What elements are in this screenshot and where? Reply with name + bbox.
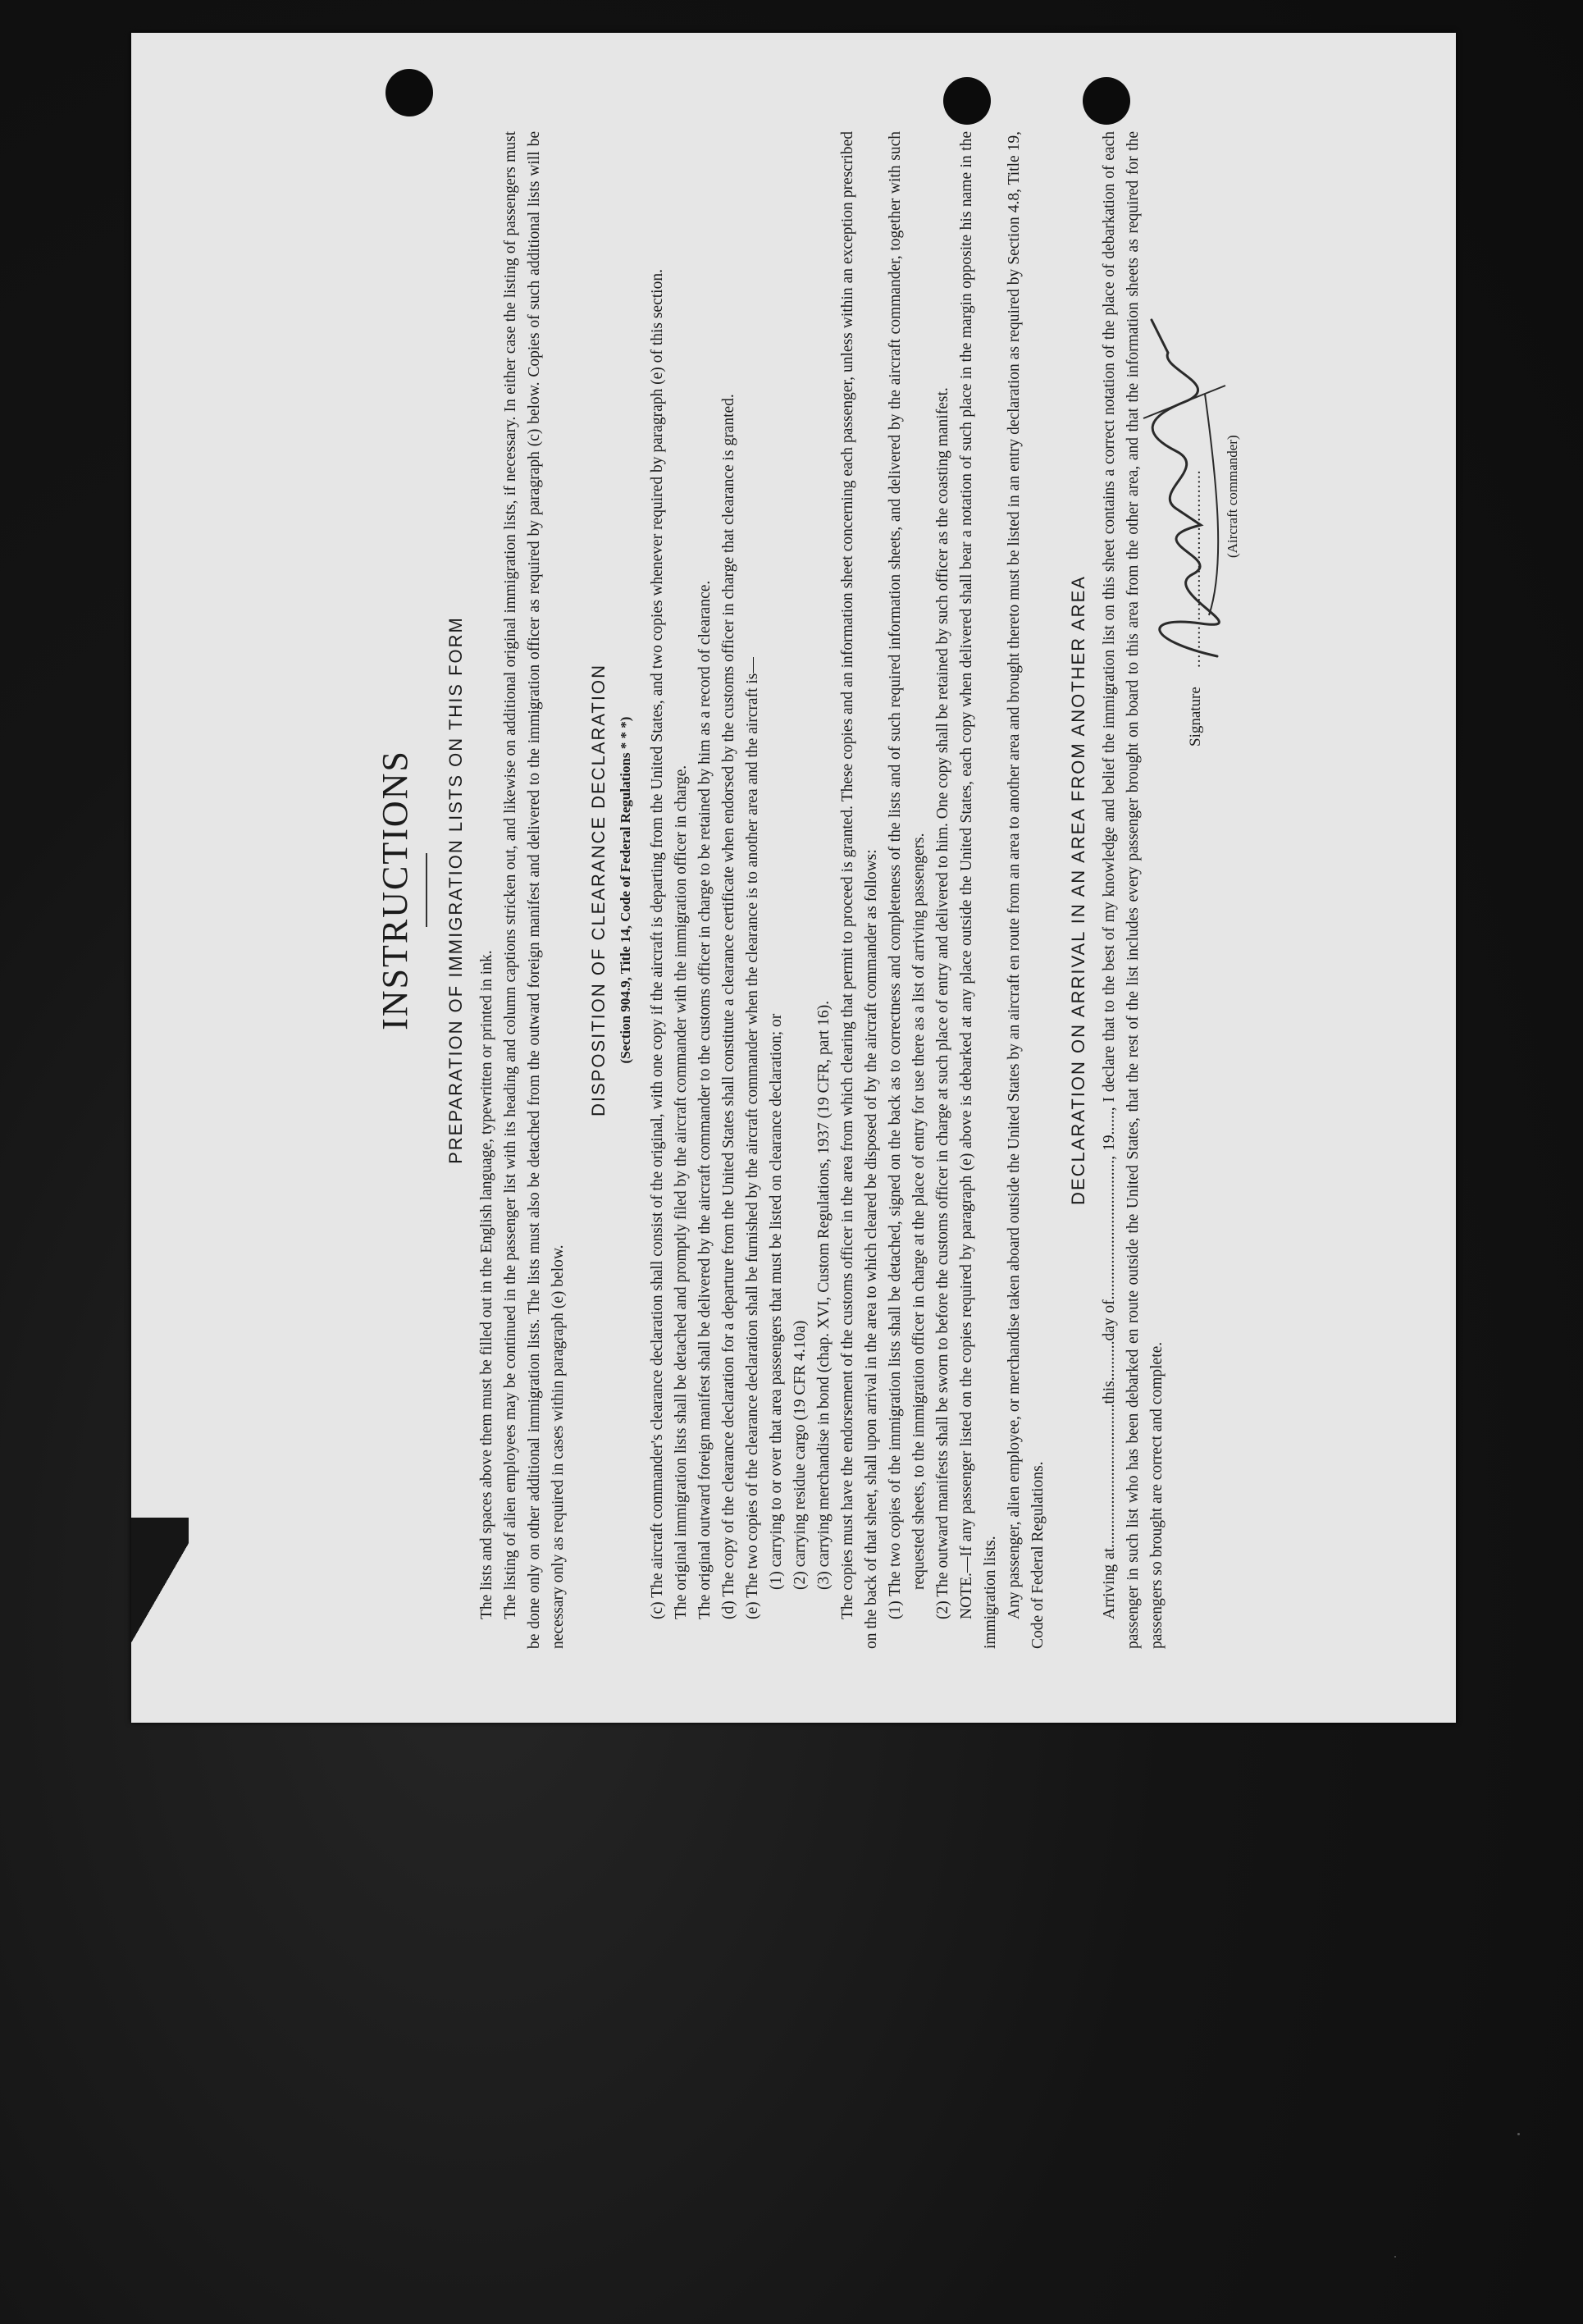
clearance-para-d: (d) The copy of the clearance declaration for a departure from the United States shall constitute a clearance certificate when endorsed by the customs officer in charge that clearance is granted.: [720, 394, 737, 1619]
signature-line: ..........................................: [1187, 469, 1204, 668]
signature-block: [1172, 131, 1254, 1649]
clearance-para-c: (c) The aircraft commander's clearance declaration shall consist of the original, with one copy if the aircraft is departing from the United States, and two copies whenever required by paragraph (e) of this section.: [649, 269, 666, 1619]
arrival-heading: DECLARATION ON ARRIVAL IN AN AREA FROM ANOTHER AREA: [1068, 575, 1088, 1205]
signature-caption: (Aircraft commander): [1225, 435, 1240, 558]
clearance-item-3: (3) carrying merchandise in bond (chap. XVI, Custom Regulations, 1937 (19 CFR, part 16).: [815, 1000, 833, 1590]
clearance-copies: The copies must have the endorsement of the customs officer in the area from which clearing that permit to proceed is granted. These copies and an information sheet concerning each passenger, unless within an exception prescribed on the back of that sheet, shall upon arrival in the area to which cleared be disposed of by the aircraft commander as follows:: [839, 131, 880, 1649]
document-title: INSTRUCTIONS: [375, 750, 415, 1030]
clearance-item-1: (1) carrying to or over that area passengers that must be listed on clearance declaration; or: [768, 1013, 785, 1590]
scan-speck: [1394, 2256, 1396, 2258]
clearance-item-2: (2) carrying residue cargo (19 CFR 4.10a): [792, 1320, 809, 1590]
prep-paragraph: The lists and spaces above them must be filled out in the English language, typewritten or printed in ink.: [478, 950, 495, 1619]
signature-label: Signature: [1187, 687, 1204, 747]
clearance-copies-1: (1) The two copies of the immigration lists shall be detached, signed on the back as to correctness and completeness of the lists and of such required information sheets, and delivered by the aircraft commander, together with such requested sheets, to the immigration officer in charge at the place of entry for use there as a list of arriving passengers.: [887, 131, 928, 1619]
prep-heading: PREPARATION OF IMMIGRATION LISTS ON THIS FORM: [445, 616, 466, 1164]
title-rule: [426, 853, 427, 927]
note-paragraph: NOTE.—If any passenger listed on the copies required by paragraph (e) above is debarked at any place outside the United States, each copy when delivered shall bear a notation of such place in the margin opposite his name in the immigration lists.: [958, 131, 999, 1649]
clearance-para-e: (e) The two copies of the clearance declaration shall be furnished by the aircraft commander when the clearance is to another area and the aircraft is—: [744, 657, 761, 1619]
clearance-heading: DISPOSITION OF CLEARANCE DECLARATION: [588, 664, 609, 1117]
prep-paragraph: The listing of alien employees may be continued in the passenger list with its heading and column captions stricken out, and likewise on additional original immigration lists, if necessary. In either case the listing of passengers must be done only on other additional immigration lists. The lists must also be detached from the outward foreign manifest and delivered to the immigration officer as required by paragraph (c) below. Copies of such additional lists will be necessary only as required in cases within paragraph (e) below.: [502, 131, 567, 1649]
arrival-declaration: Arriving at....................................this..........day of..................................., 19......, I declare that to the best of my knowledge and belief the immigration list on this sheet contains a correct notation of the place of debarkation of each passenger in such list who has been debarked en route outside the United States, that the rest of the list includes every passenger brought on board to this area from the other area, and that the information sheets as required for the passengers so brought are correct and complete.: [1101, 131, 1166, 1649]
document-body: [172, 82, 1254, 1706]
clearance-para-c2: The original immigration lists shall be detached and promptly filed by the aircraft commander with the immigration officer in charge.: [673, 765, 690, 1619]
scan-speck: [1517, 2133, 1520, 2135]
rotated-document-content: [172, 82, 1419, 1706]
note-paragraph-2: Any passenger, alien employee, or merchandise taken aboard outside the United States by an aircraft en route from an area to another area and brought thereto must be listed in an entry declaration as required by Section 4.8, Title 19, Code of Federal Regulations.: [1006, 131, 1047, 1649]
clearance-para-c3: The original outward foreign manifest shall be delivered by the aircraft commander to the customs officer in charge to be retained by him as a record of clearance.: [696, 580, 714, 1619]
clearance-subheading: (Section 904.9, Title 14, Code of Federal Regulations * * *): [618, 716, 633, 1064]
clearance-copies-2: (2) The outward manifests shall be sworn to before the customs officer in charge at such place of entry and delivered to him. One copy shall be retained by such officer as the coasting manifest.: [934, 387, 951, 1619]
